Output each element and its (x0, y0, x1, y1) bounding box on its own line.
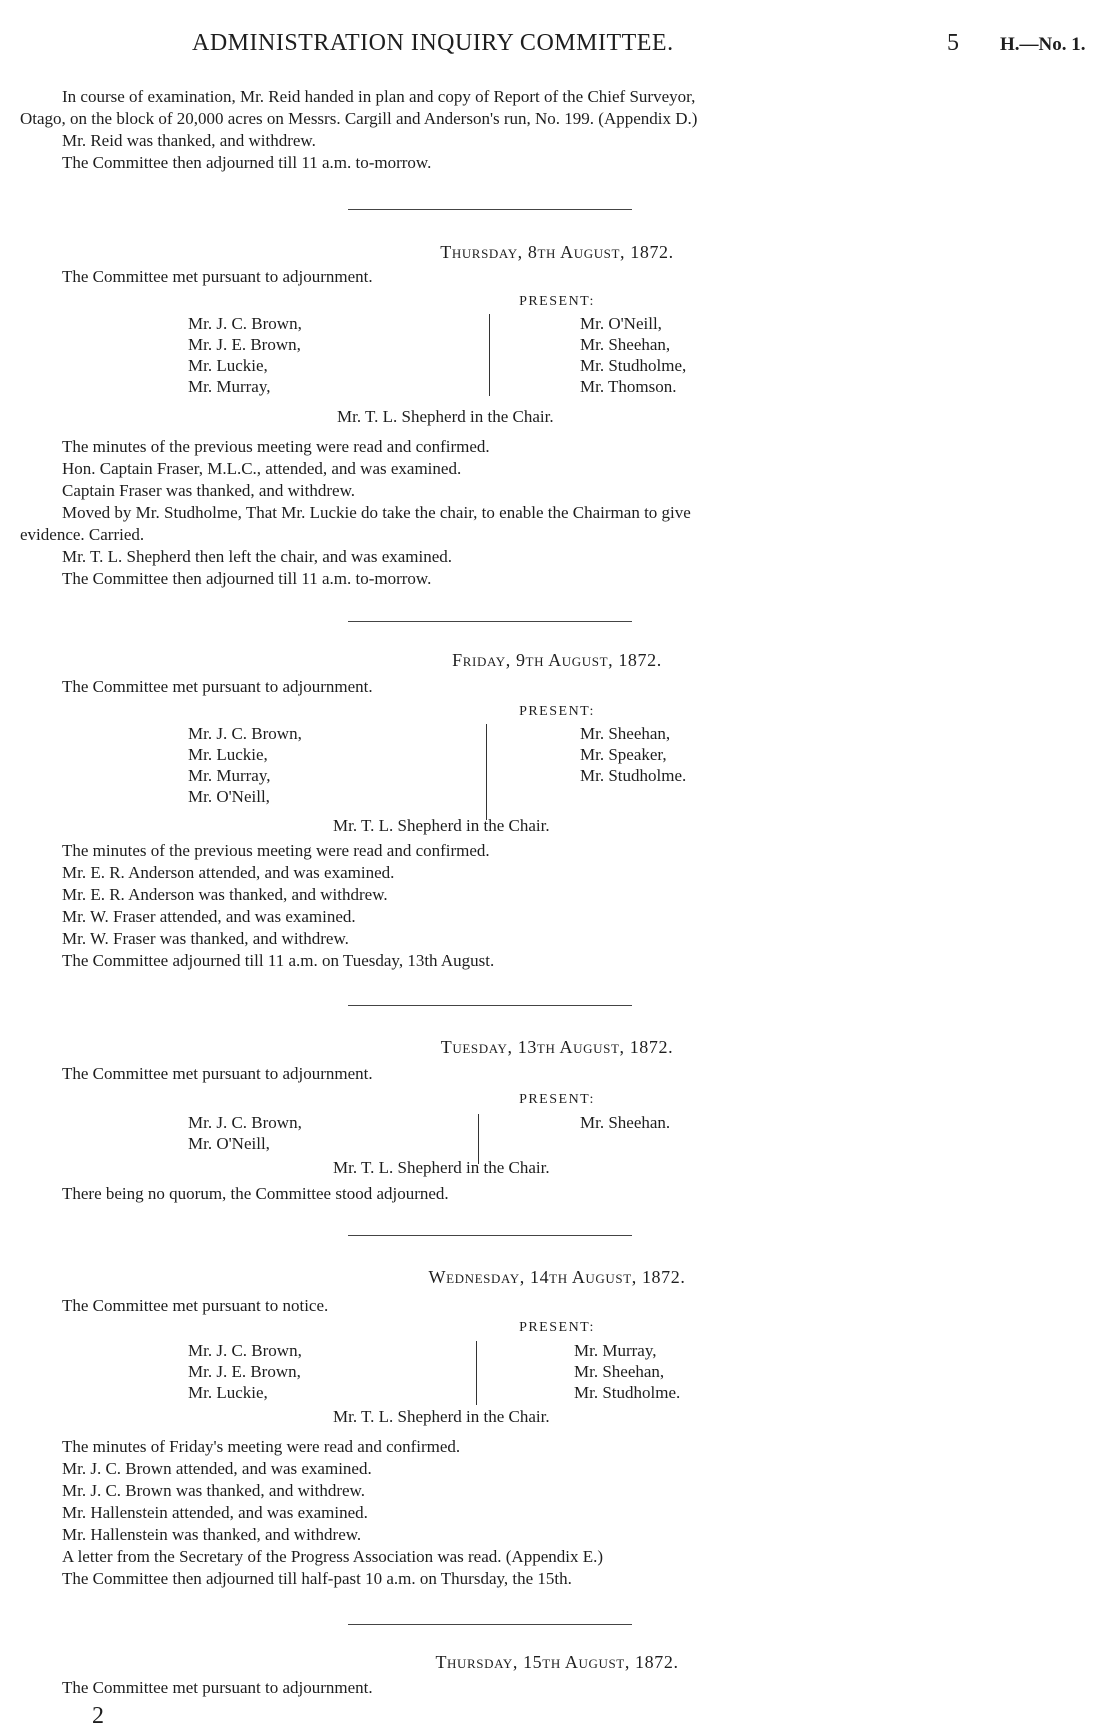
minutes-line: Mr. E. R. Anderson attended, and was examined. (62, 863, 395, 882)
members-right-column (580, 1112, 670, 1133)
chair-line: Mr. T. L. Shepherd in the Chair. (333, 816, 550, 835)
members-right-column (574, 1340, 680, 1403)
member-name: Mr. Murray, (574, 1341, 657, 1360)
paper-reference: H.—No. 1. (1000, 34, 1086, 55)
page-header (0, 30, 1114, 70)
minutes-line: The Committee then adjourned till half-past 10 a.m. on Thursday, the 15th. (62, 1569, 572, 1588)
member-name: Mr. J. E. Brown, (188, 335, 301, 354)
minutes-line: Moved by Mr. Studholme, That Mr. Luckie do take the chair, to enable the Chairman to give (62, 503, 691, 522)
meeting-opening: The Committee met pursuant to adjournment. (62, 1064, 373, 1083)
meeting-opening: The Committee met pursuant to adjournment. (62, 1678, 373, 1697)
member-name: Mr. Sheehan, (580, 335, 671, 354)
minutes-line: A letter from the Secretary of the Progress Association was read. (Appendix E.) (62, 1547, 604, 1566)
member-name: Mr. Studholme. (574, 1383, 681, 1402)
minutes-line: Captain Fraser was thanked, and withdrew. (62, 481, 356, 500)
intro-line: In course of examination, Mr. Reid handed in plan and copy of Report of the Chief Surveyor, (62, 87, 696, 106)
minutes-line: Mr. E. R. Anderson was thanked, and withdrew. (62, 885, 388, 904)
member-name: Mr. Luckie, (188, 745, 268, 764)
member-name: Mr. Studholme. (580, 766, 687, 785)
document-title: ADMINISTRATION INQUIRY COMMITTEE. (192, 30, 674, 56)
present-label: PRESENT: (519, 1320, 595, 1335)
minutes-line: Mr. W. Fraser was thanked, and withdrew. (62, 929, 349, 948)
member-name: Mr. J. C. Brown, (188, 1113, 302, 1132)
minutes-line: evidence. Carried. (20, 525, 145, 544)
column-divider (489, 314, 490, 396)
minutes-line: The minutes of the previous meeting were read and confirmed. (62, 841, 490, 860)
member-name: Mr. O'Neill, (188, 787, 270, 806)
minutes-line: Mr. J. C. Brown attended, and was examined. (62, 1459, 372, 1478)
intro-line: Otago, on the block of 20,000 acres on Messrs. Cargill and Anderson's run, No. 199. (Appendix D.) (20, 109, 698, 128)
member-name: Mr. Murray, (188, 377, 271, 396)
meeting-date-heading: Friday, 9th August, 1872. (452, 650, 662, 670)
member-name: Mr. Thomson. (580, 377, 677, 396)
member-name: Mr. J. C. Brown, (188, 314, 302, 333)
column-divider (476, 1341, 477, 1405)
members-right-column (580, 723, 686, 786)
member-name: Mr. Murray, (188, 766, 271, 785)
page-number: 5 (947, 30, 959, 56)
member-name: Mr. J. E. Brown, (188, 1362, 301, 1381)
present-label: PRESENT: (519, 294, 595, 309)
meeting-opening: The Committee met pursuant to adjournment. (62, 677, 373, 696)
members-left-column (188, 1340, 302, 1403)
minutes-line: Hon. Captain Fraser, M.L.C., attended, and was examined. (62, 459, 462, 478)
chair-line: Mr. T. L. Shepherd in the Chair. (337, 407, 554, 426)
intro-line: Mr. Reid was thanked, and withdrew. (62, 131, 316, 150)
minutes-line: Mr. J. C. Brown was thanked, and withdrew. (62, 1481, 365, 1500)
minutes-line: The Committee adjourned till 11 a.m. on Tuesday, 13th August. (62, 951, 495, 970)
intro-line: The Committee then adjourned till 11 a.m. to-morrow. (62, 153, 432, 172)
member-name: Mr. Sheehan, (574, 1362, 665, 1381)
member-name: Mr. O'Neill, (188, 1134, 270, 1153)
meeting-opening: The Committee met pursuant to notice. (62, 1296, 329, 1315)
member-name: Mr. Studholme, (580, 356, 687, 375)
member-name: Mr. J. C. Brown, (188, 724, 302, 743)
minutes-line: Mr. Hallenstein attended, and was examined. (62, 1503, 368, 1522)
members-left-column (188, 313, 302, 397)
chair-line: Mr. T. L. Shepherd in the Chair. (333, 1407, 550, 1426)
minutes-line: Mr. T. L. Shepherd then left the chair, and was examined. (62, 547, 453, 566)
chair-line: Mr. T. L. Shepherd in the Chair. (333, 1158, 550, 1177)
members-right-column (580, 313, 686, 397)
member-name: Mr. J. C. Brown, (188, 1341, 302, 1360)
present-label: PRESENT: (519, 1092, 595, 1107)
minutes-line: Mr. Hallenstein was thanked, and withdrew. (62, 1525, 362, 1544)
member-name: Mr. Luckie, (188, 1383, 268, 1402)
section-divider (348, 209, 632, 210)
member-name: Mr. Speaker, (580, 745, 667, 764)
section-divider (348, 1005, 632, 1006)
meeting-date-heading: Thursday, 15th August, 1872. (435, 1652, 679, 1672)
member-name: Mr. O'Neill, (580, 314, 662, 333)
member-name: Mr. Sheehan. (580, 1113, 671, 1132)
section-divider (348, 621, 632, 622)
members-left-column (188, 1112, 302, 1154)
member-name: Mr. Luckie, (188, 356, 268, 375)
minutes-line: The minutes of the previous meeting were read and confirmed. (62, 437, 490, 456)
minutes-line: Mr. W. Fraser attended, and was examined. (62, 907, 356, 926)
meeting-date-heading: Thursday, 8th August, 1872. (440, 242, 674, 262)
column-divider (486, 724, 487, 820)
meeting-date-heading: Wednesday, 14th August, 1872. (428, 1267, 686, 1287)
minutes-line: There being no quorum, the Committee stood adjourned. (62, 1184, 449, 1203)
minutes-line: The Committee then adjourned till 11 a.m. to-morrow. (62, 569, 432, 588)
meeting-date-heading: Tuesday, 13th August, 1872. (440, 1037, 674, 1057)
section-divider (348, 1235, 632, 1236)
members-left-column (188, 723, 302, 807)
present-label: PRESENT: (519, 704, 595, 719)
minutes-line: The minutes of Friday's meeting were read and confirmed. (62, 1437, 461, 1456)
section-divider (348, 1624, 632, 1625)
signature-mark: 2 (92, 1703, 104, 1729)
meeting-opening: The Committee met pursuant to adjournment. (62, 267, 373, 286)
member-name: Mr. Sheehan, (580, 724, 671, 743)
